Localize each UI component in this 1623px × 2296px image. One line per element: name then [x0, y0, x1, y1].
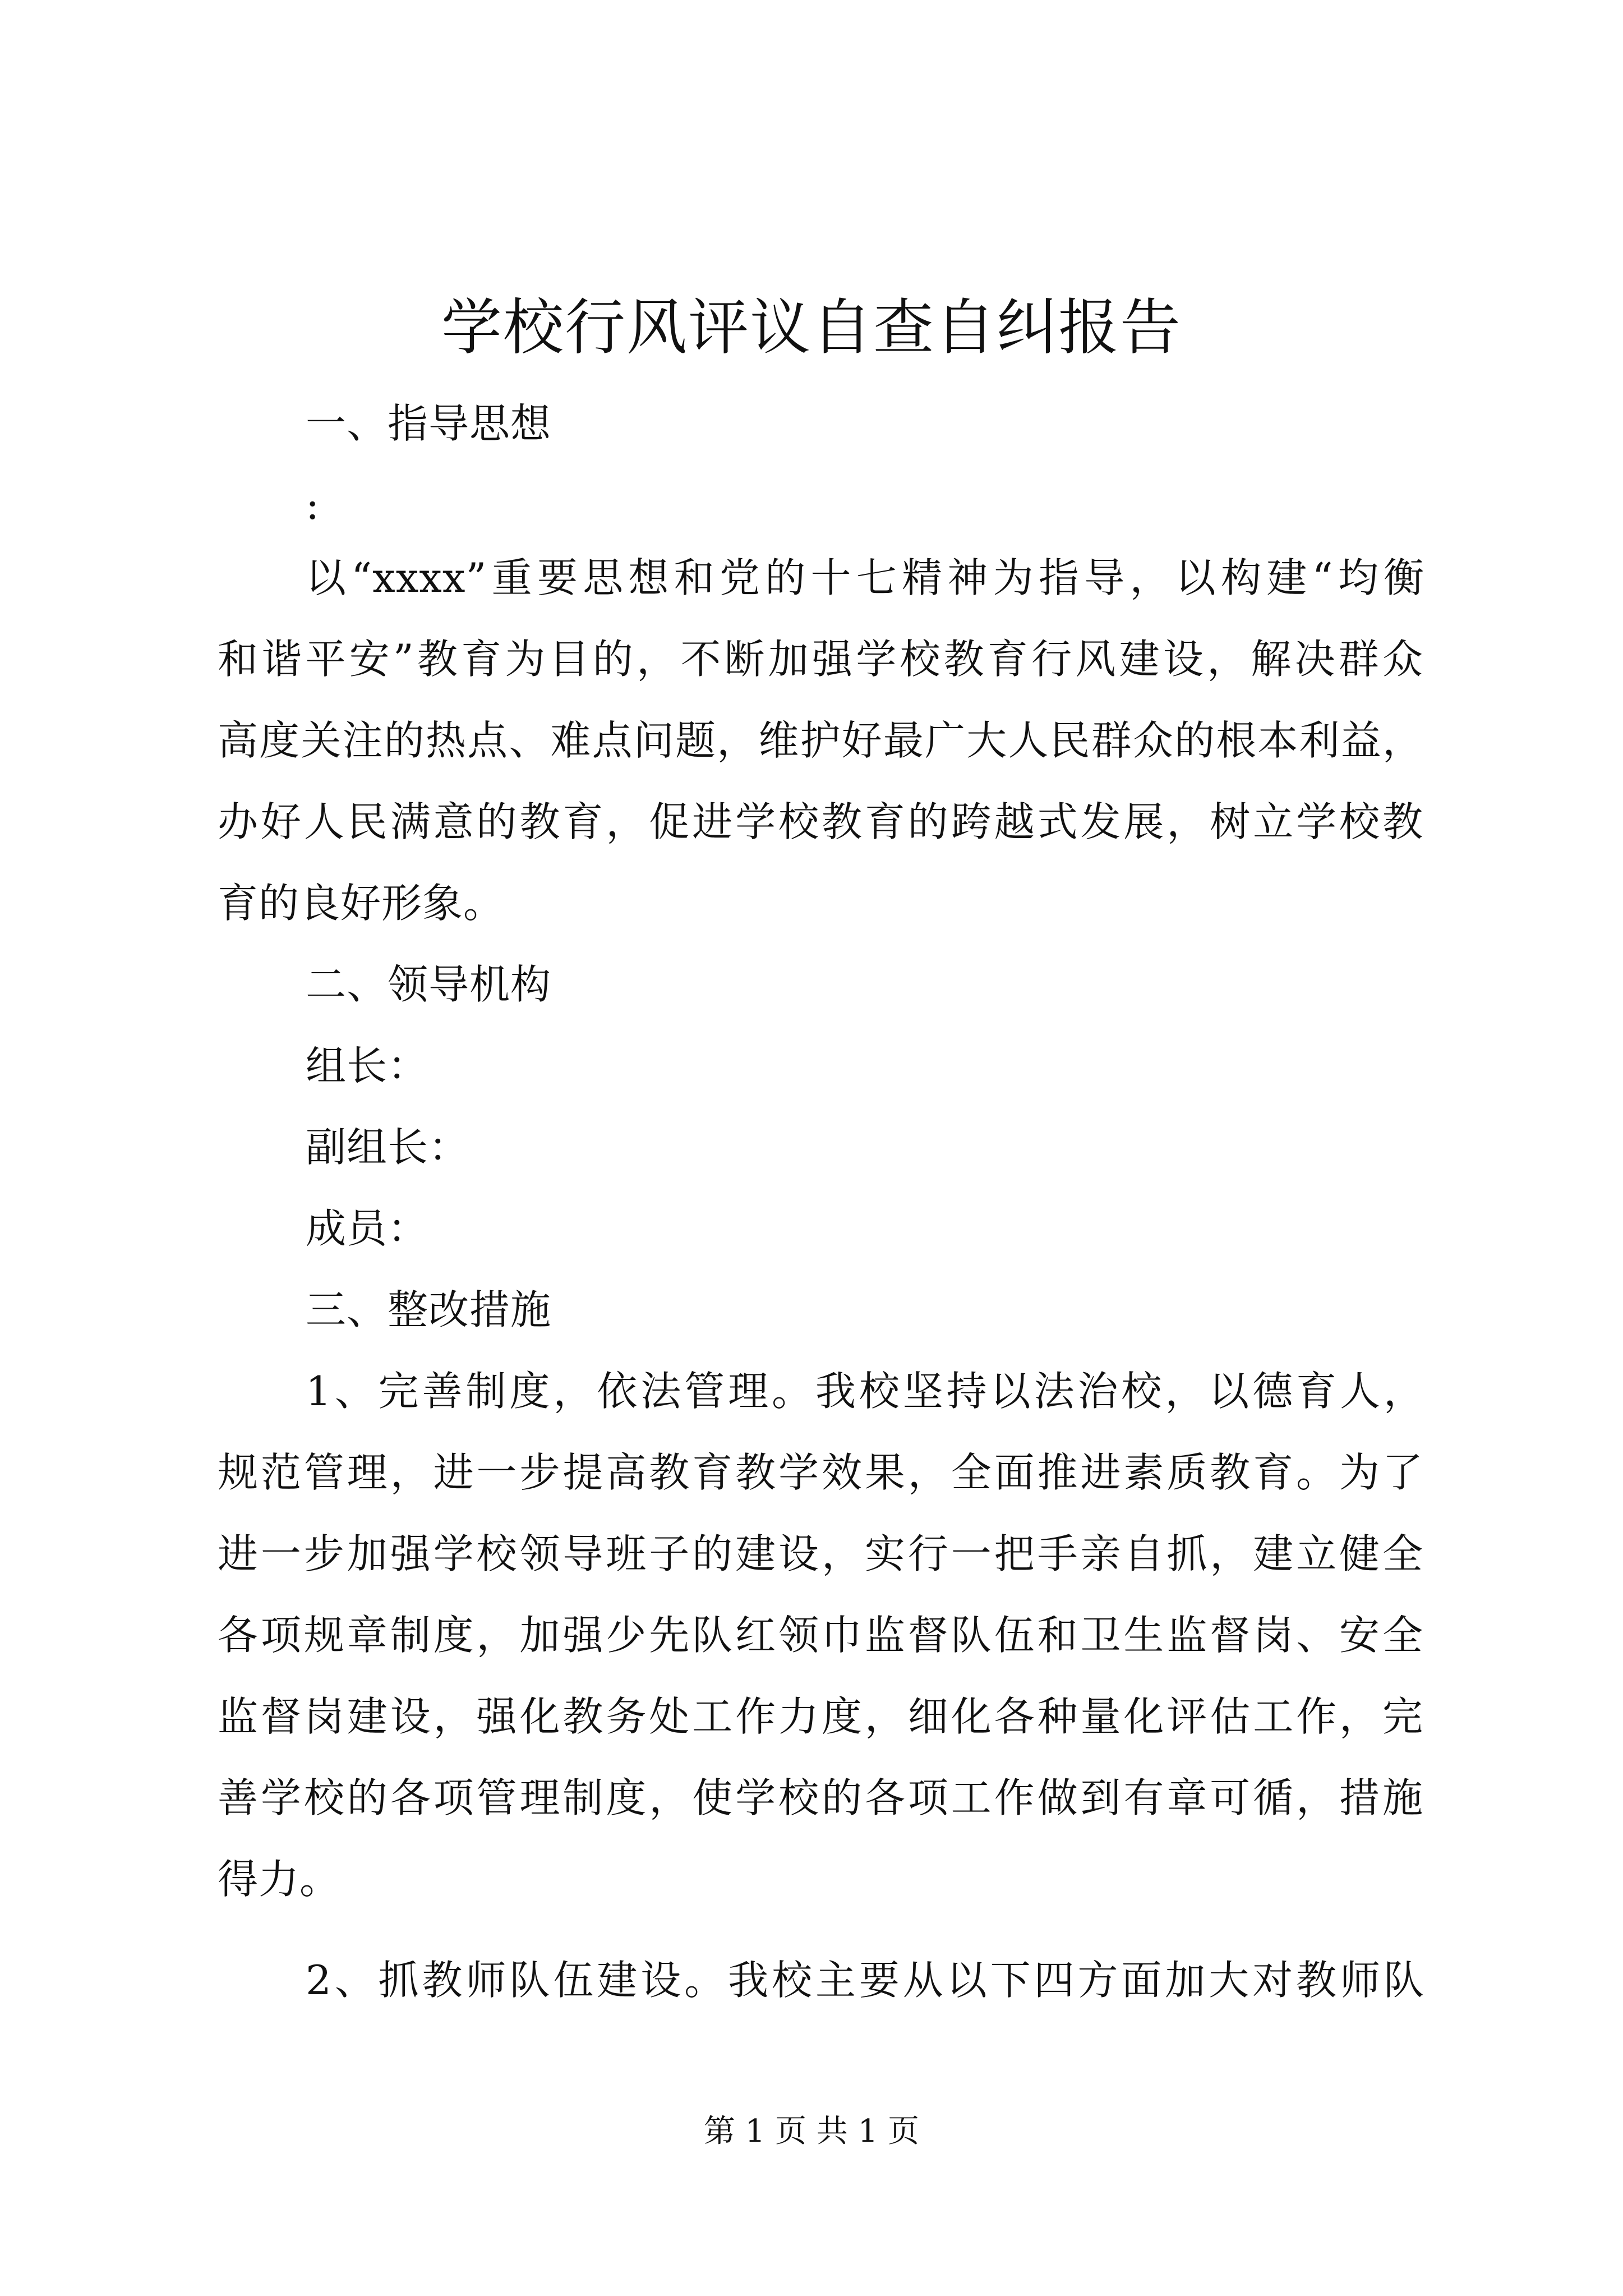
paragraph-line: 办好人民满意的教育，促进学校教育的跨越式发展，树立学校教: [218, 798, 1423, 845]
members-line: 成员：: [306, 1205, 429, 1252]
paragraph-line: 以“xxxx”重要思想和党的十七精神为指导，以构建“均衡: [306, 554, 1424, 601]
paragraph-line: 得力。: [218, 1856, 341, 1903]
page-footer: 第 1 页 共 1 页: [703, 2113, 920, 2150]
deputy-leader-line: 副组长：: [306, 1124, 470, 1171]
paragraph-line: 2、抓教师队伍建设。我校主要从以下四方面加大对教师队: [306, 1957, 1424, 2004]
section-heading-leadership: 二、领导机构: [306, 961, 552, 1008]
paragraph-line: 高度关注的热点、难点问题，维护好最广大人民群众的根本利益，: [218, 717, 1423, 764]
section-heading-measures: 三、整改措施: [306, 1286, 552, 1333]
paragraph-line: 监督岗建设，强化教务处工作力度，细化各种量化评估工作，完: [218, 1693, 1423, 1740]
paragraph-line: 各项规章制度，加强少先队红领巾监督队伍和卫生监督岗、安全: [218, 1612, 1423, 1659]
document-title: 学校行风评议自查自纠报告: [441, 293, 1182, 363]
paragraph-line: 善学校的各项管理制度，使学校的各项工作做到有章可循，措施: [218, 1774, 1423, 1821]
paragraph-line: 1、完善制度，依法管理。我校坚持以法治校，以德育人，: [306, 1368, 1424, 1415]
paragraph-line: 进一步加强学校领导班子的建设，实行一把手亲自抓，建立健全: [218, 1530, 1423, 1577]
section-heading-guiding-thought: 一、指导思想: [306, 400, 552, 447]
paragraph-line: 规范管理，进一步提高教育教学效果，全面推进素质教育。为了: [218, 1449, 1423, 1496]
paragraph-line: 育的良好形象。: [218, 880, 505, 927]
team-leader-line: 组长：: [306, 1042, 429, 1089]
paragraph-line: 和谐平安”教育为目的，不断加强学校教育行风建设，解决群众: [218, 636, 1423, 683]
colon-line: :: [306, 481, 320, 528]
